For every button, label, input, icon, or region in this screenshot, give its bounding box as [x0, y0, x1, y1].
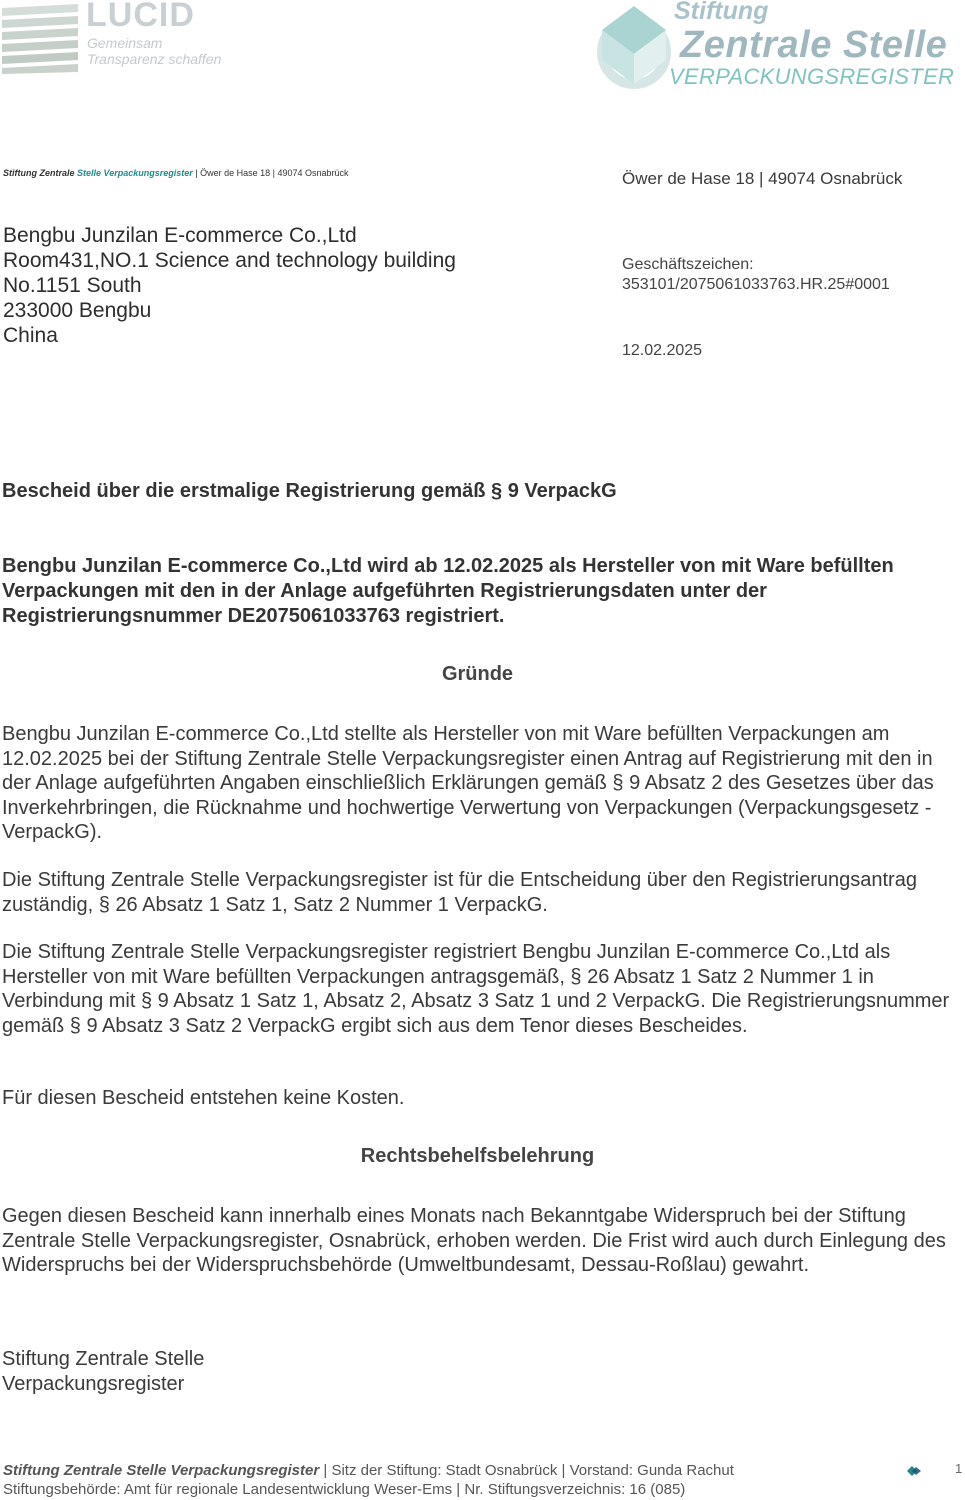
- signature-line: Verpackungsregister: [2, 1373, 185, 1395]
- zsvr-logo-line-2: Zentrale Stelle: [680, 24, 948, 66]
- zsvr-logo-line-1: Stiftung: [674, 0, 769, 25]
- legal-remedy-heading: Rechtsbehelfsbelehrung: [360, 1145, 595, 1167]
- legal-remedy-text: Gegen diesen Bescheid kann innerhalb eines Monats nach Bekanntgabe Widerspruch bei der Stiftung Zentrale Stelle Verpackungsregister, Osnabrück, erhoben werden. Die Frist wird auch durch Einlegung des Widerspruchs bei der Widerspruchsbehörde (Umweltbundesamt, Dessau-Roßlau) gewahrt.: [2, 1205, 946, 1277]
- footer-line-2: Stiftungsbehörde: Amt für regionale Landesentwicklung Weser-Ems | Nr. Stiftungsverzeichnis: 16 (085): [3, 1481, 686, 1498]
- sender-return-line: [3, 168, 349, 178]
- signature-block: [2, 1347, 204, 1397]
- recipient-line: Bengbu Junzilan E-commerce Co.,Ltd: [3, 224, 357, 247]
- sender-org-part-2: Stelle Verpackungsregister: [77, 168, 193, 178]
- lucid-stripes-logo-icon: [2, 2, 78, 74]
- recipient-line: China: [3, 324, 58, 347]
- reference-label: Geschäftszeichen:: [622, 256, 754, 273]
- decision-tenor: Bengbu Junzilan E-commerce Co.,Ltd wird ab 12.02.2025 als Hersteller von mit Ware befüllten Verpackungen mit den in der Anlage aufgeführten Registrierungsdaten unter der Registrierungsnummer DE2075061033763 registriert.: [2, 555, 894, 627]
- footer-seat-board: | Sitz der Stiftung: Stadt Osnabrück | Vorstand: Gunda Rachut: [323, 1462, 734, 1479]
- grounds-paragraph: Bengbu Junzilan E-commerce Co.,Ltd stellte als Hersteller von mit Ware befüllten Verpackungen am 12.02.2025 bei der Stiftung Zentrale Stelle Verpackungsregister einen Antrag auf Registrierung mit den in der Anlage aufgeführten Angaben einschließlich Erklärungen gemäß § 9 Absatz 2 des Gesetzes über das Inverkehrbringen, die Rücknahme und hochwertige Verwertung von Verpackungen (Verpackungsgesetz - VerpackG).: [2, 723, 934, 844]
- zsvr-diamond-icon: [905, 1464, 923, 1478]
- lucid-logo: [2, 0, 262, 80]
- signature-line: Stiftung Zentrale Stelle: [2, 1348, 205, 1370]
- reference-number: 353101/2075061033763.HR.25#0001: [622, 276, 890, 293]
- recipient-address: [3, 223, 456, 348]
- recipient-line: Room431,NO.1 Science and technology building: [3, 249, 456, 272]
- sender-org-part-1: Stiftung Zentrale: [3, 168, 75, 178]
- costs-paragraph: Für diesen Bescheid entstehen keine Kosten.: [2, 1087, 405, 1109]
- lucid-tagline-2: Transparenz schaffen: [87, 51, 222, 67]
- sender-address-block: Öwer de Hase 18 | 49074 Osnabrück: [622, 169, 903, 188]
- footer-org-name: Stiftung Zentrale Stelle Verpackungsregister: [3, 1462, 320, 1479]
- grounds-heading: Gründe: [441, 663, 514, 685]
- zsvr-cube-logo-icon: [596, 0, 672, 90]
- zsvr-logo: [596, 0, 965, 92]
- lucid-wordmark: LUCID: [86, 0, 195, 34]
- grounds-paragraph: Die Stiftung Zentrale Stelle Verpackungsregister ist für die Entscheidung über den Registrierungsantrag zuständig, § 26 Absatz 1 Satz 1, Satz 2 Nummer 1 VerpackG.: [2, 869, 917, 916]
- lucid-tagline-1: Gemeinsam: [87, 35, 163, 51]
- document-date: 12.02.2025: [622, 342, 703, 359]
- recipient-line: No.1151 South: [3, 274, 142, 297]
- footer-line-1: [3, 1462, 734, 1479]
- grounds-paragraph: Die Stiftung Zentrale Stelle Verpackungsregister registriert Bengbu Junzilan E-commerce Co.,Ltd als Hersteller von mit Ware befüllten Verpackungen antragsgemäß, § 26 Absatz 1 Satz 2 Nummer 1 in Verbindung mit § 9 Absatz 1 Satz 1, Absatz 2, Absatz 3 Satz 1 und 2 VerpackG. Die Registrierungsnummer gemäß § 9 Absatz 3 Satz 2 VerpackG ergibt sich aus dem Tenor dieses Bescheides.: [2, 941, 950, 1037]
- sender-address: | Öwer de Hase 18 | 49074 Osnabrück: [195, 168, 349, 178]
- document-title: Bescheid über die erstmalige Registrierung gemäß § 9 VerpackG: [2, 480, 617, 502]
- zsvr-logo-line-3: VERPACKUNGSREGISTER: [669, 64, 955, 89]
- page-number: 1: [955, 1461, 963, 1476]
- recipient-line: 233000 Bengbu: [3, 299, 152, 322]
